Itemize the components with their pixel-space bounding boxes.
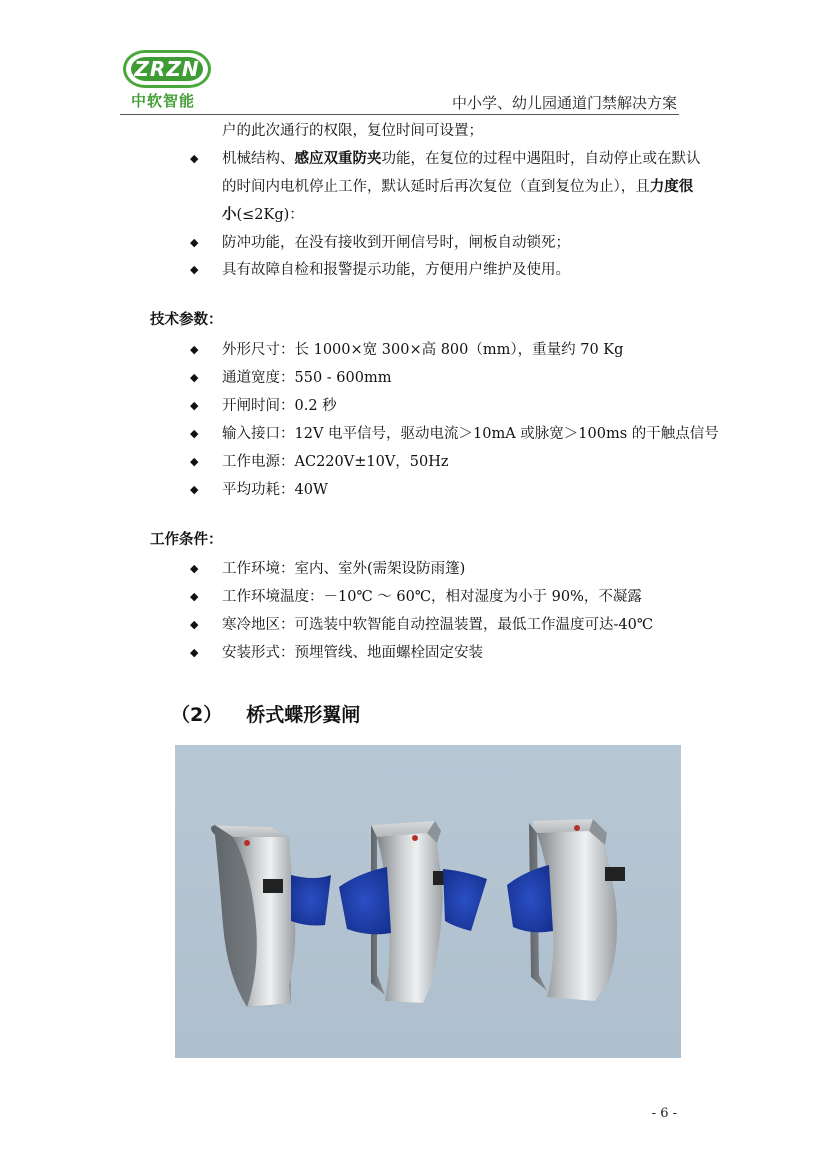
subsection-heading: （2） 桥式蝶形翼闸 [171, 704, 361, 726]
header-divider [120, 114, 679, 115]
feature-anti-pinch-line2: 的时间内电机停止工作，默认延时后再次复位（直到复位为止），且力度很 [222, 178, 694, 195]
bullet-icon: ◆ [190, 590, 199, 603]
logo-badge [123, 50, 211, 88]
left-cabinet [211, 825, 331, 1007]
condition-item: 工作环境温度：－10℃ ～ 60℃，相对湿度为小于 90%，不凝露 [222, 589, 642, 605]
condition-item: 寒冷地区：可选装中软智能自动控温装置，最低工作温度可达-40℃ [222, 617, 654, 633]
tech-item: 输入接口：12V 电平信号，驱动电流＞10mA 或脉宽＞100ms 的干触点信号 [222, 426, 719, 442]
bullet-icon: ◆ [190, 263, 199, 276]
tech-item: 通道宽度：550 - 600mm [222, 370, 392, 386]
bullet-icon: ◆ [190, 618, 199, 631]
bullet-icon: ◆ [190, 236, 199, 249]
logo-text-en: ZRZN [134, 57, 200, 81]
bullet-icon: ◆ [190, 562, 199, 575]
bullet-icon: ◆ [190, 483, 199, 496]
condition-item: 工作环境：室内、室外(需架设防雨篷) [222, 561, 466, 577]
page-number: - 6 - [651, 1106, 677, 1121]
flap-barrier-photo [175, 745, 681, 1058]
feature-self-check: 具有故障自检和报警提示功能，方便用户维护及使用。 [222, 262, 570, 278]
tech-params-heading: 技术参数： [150, 312, 223, 328]
logo-text-cn: 中软智能 [131, 92, 196, 110]
feature-anti-pinch-line1: 机械结构、感应双重防夹功能，在复位的过程中遇阻时，自动停止或在默认 [222, 150, 701, 167]
feature-anti-rush: 防冲功能，在没有接收到开闸信号时，闸板自动锁死； [222, 235, 570, 251]
conditions-heading: 工作条件： [150, 532, 223, 548]
bullet-icon: ◆ [190, 371, 199, 384]
bullet-icon: ◆ [190, 455, 199, 468]
condition-item: 安装形式：预埋管线、地面螺栓固定安装 [222, 645, 483, 661]
tech-item: 工作电源：AC220V±10V，50Hz [222, 454, 449, 470]
bullet-icon: ◆ [190, 343, 199, 356]
tech-item: 平均功耗：40W [222, 482, 328, 498]
bullet-icon: ◆ [190, 646, 199, 659]
feature-anti-pinch-line3: 小(≤2Kg)： [222, 206, 304, 223]
flap-barrier-illustration [175, 745, 681, 1058]
feature-continuation: 户的此次通行的权限，复位时间可设置； [222, 123, 483, 139]
middle-cabinet [339, 821, 487, 1003]
right-cabinet [507, 819, 625, 1001]
bullet-icon: ◆ [190, 427, 199, 440]
company-logo [123, 50, 213, 112]
header-title: 中小学、幼儿园通道门禁解决方案 [451, 94, 677, 112]
bullet-icon: ◆ [190, 152, 199, 165]
tech-item: 外形尺寸：长 1000×宽 300×高 800（mm），重量约 70 Kg [222, 342, 624, 358]
tech-item: 开闸时间：0.2 秒 [222, 398, 337, 414]
bullet-icon: ◆ [190, 399, 199, 412]
